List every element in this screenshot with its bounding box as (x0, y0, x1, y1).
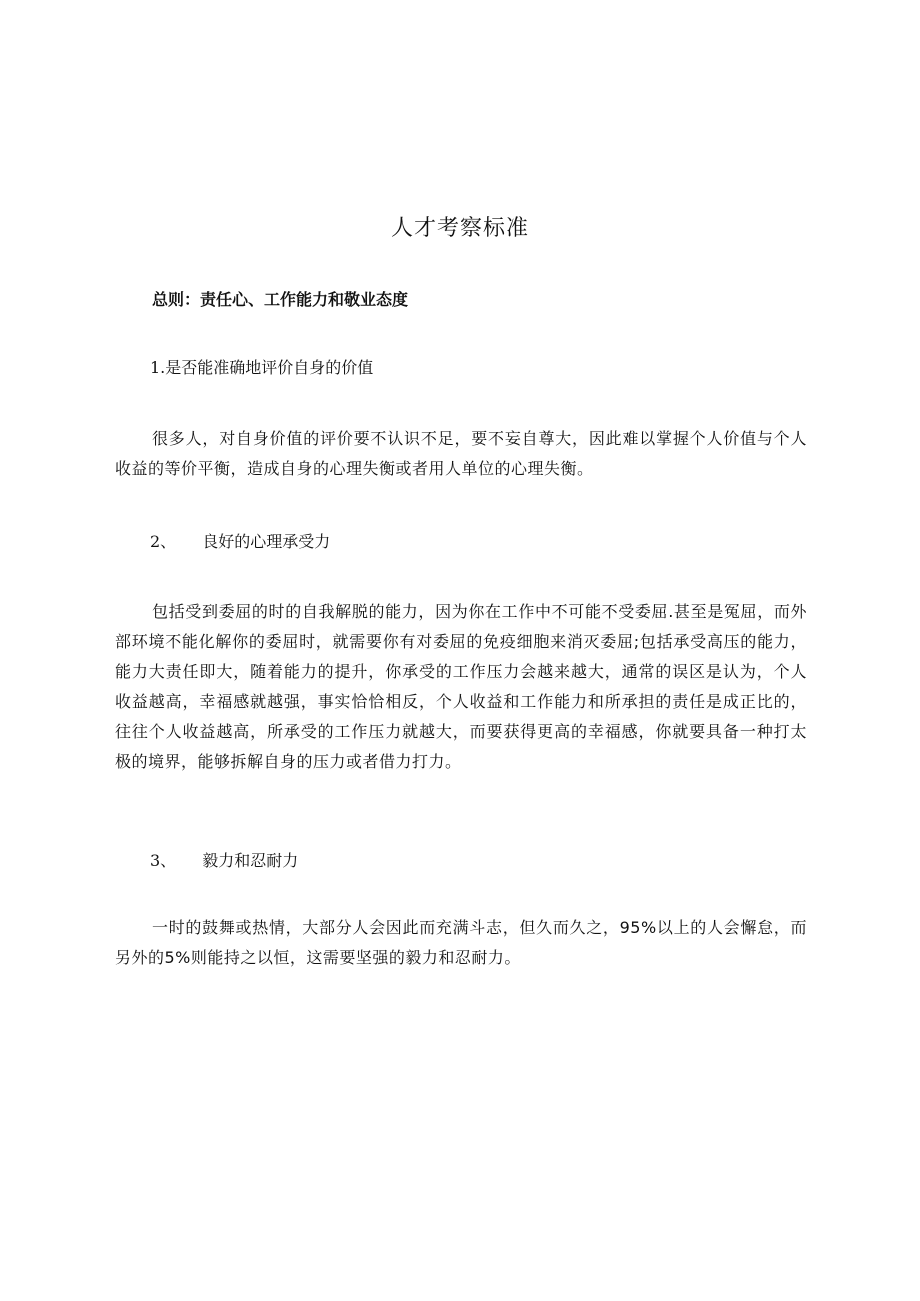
section-body-2: 包括受到委屈的时的自我解脱的能力，因为你在工作中不可能不受委屈.甚至是冤屈，而外部环境不能化解你的委屈时，就需要你有对委屈的免疫细胞来消灭委屈;包括承受高压的能力，能力大责任即大，随着能力的提升，你承受的工作压力会越来越大，通常的误区是认为，个人收益越高，幸福感就越强，事实恰恰相反，个人收益和工作能力和所承担的责任是成正比的，往往个人收益越高，所承受的工作压力就越大，而要获得更高的幸福感，你就要具备一种打太极的境界，能够拆解自身的压力或者借力打力。 (115, 602, 807, 771)
section-title-3: 毅力和忍耐力 (202, 851, 299, 870)
document-title: 人才考察标准 (390, 216, 529, 241)
section-heading-2 (150, 529, 330, 555)
section-number-1: 1. (150, 358, 166, 377)
section-heading-1 (150, 355, 373, 381)
section-number-2: 2、 (150, 532, 177, 551)
section-number-3: 3、 (150, 851, 177, 870)
section-heading-3 (150, 848, 298, 874)
section-body-1: 很多人，对自身价值的评价要不认识不足，要不妄自尊大，因此难以掌握个人价值与个人收益的等价平衡，造成自身的心理失衡或者用人单位的心理失衡。 (115, 429, 807, 478)
section-body-3: 一时的鼓舞或热情，大部分人会因此而充满斗志，但久而久之，95%以上的人会懈怠，而另外的5%则能持之以恒，这需要坚强的毅力和忍耐力。 (115, 918, 807, 967)
section-title-2: 良好的心理承受力 (202, 532, 331, 551)
general-rule: 总则：责任心、工作能力和敬业态度 (152, 290, 409, 309)
section-title-1: 是否能准确地评价自身的价值 (165, 358, 374, 377)
